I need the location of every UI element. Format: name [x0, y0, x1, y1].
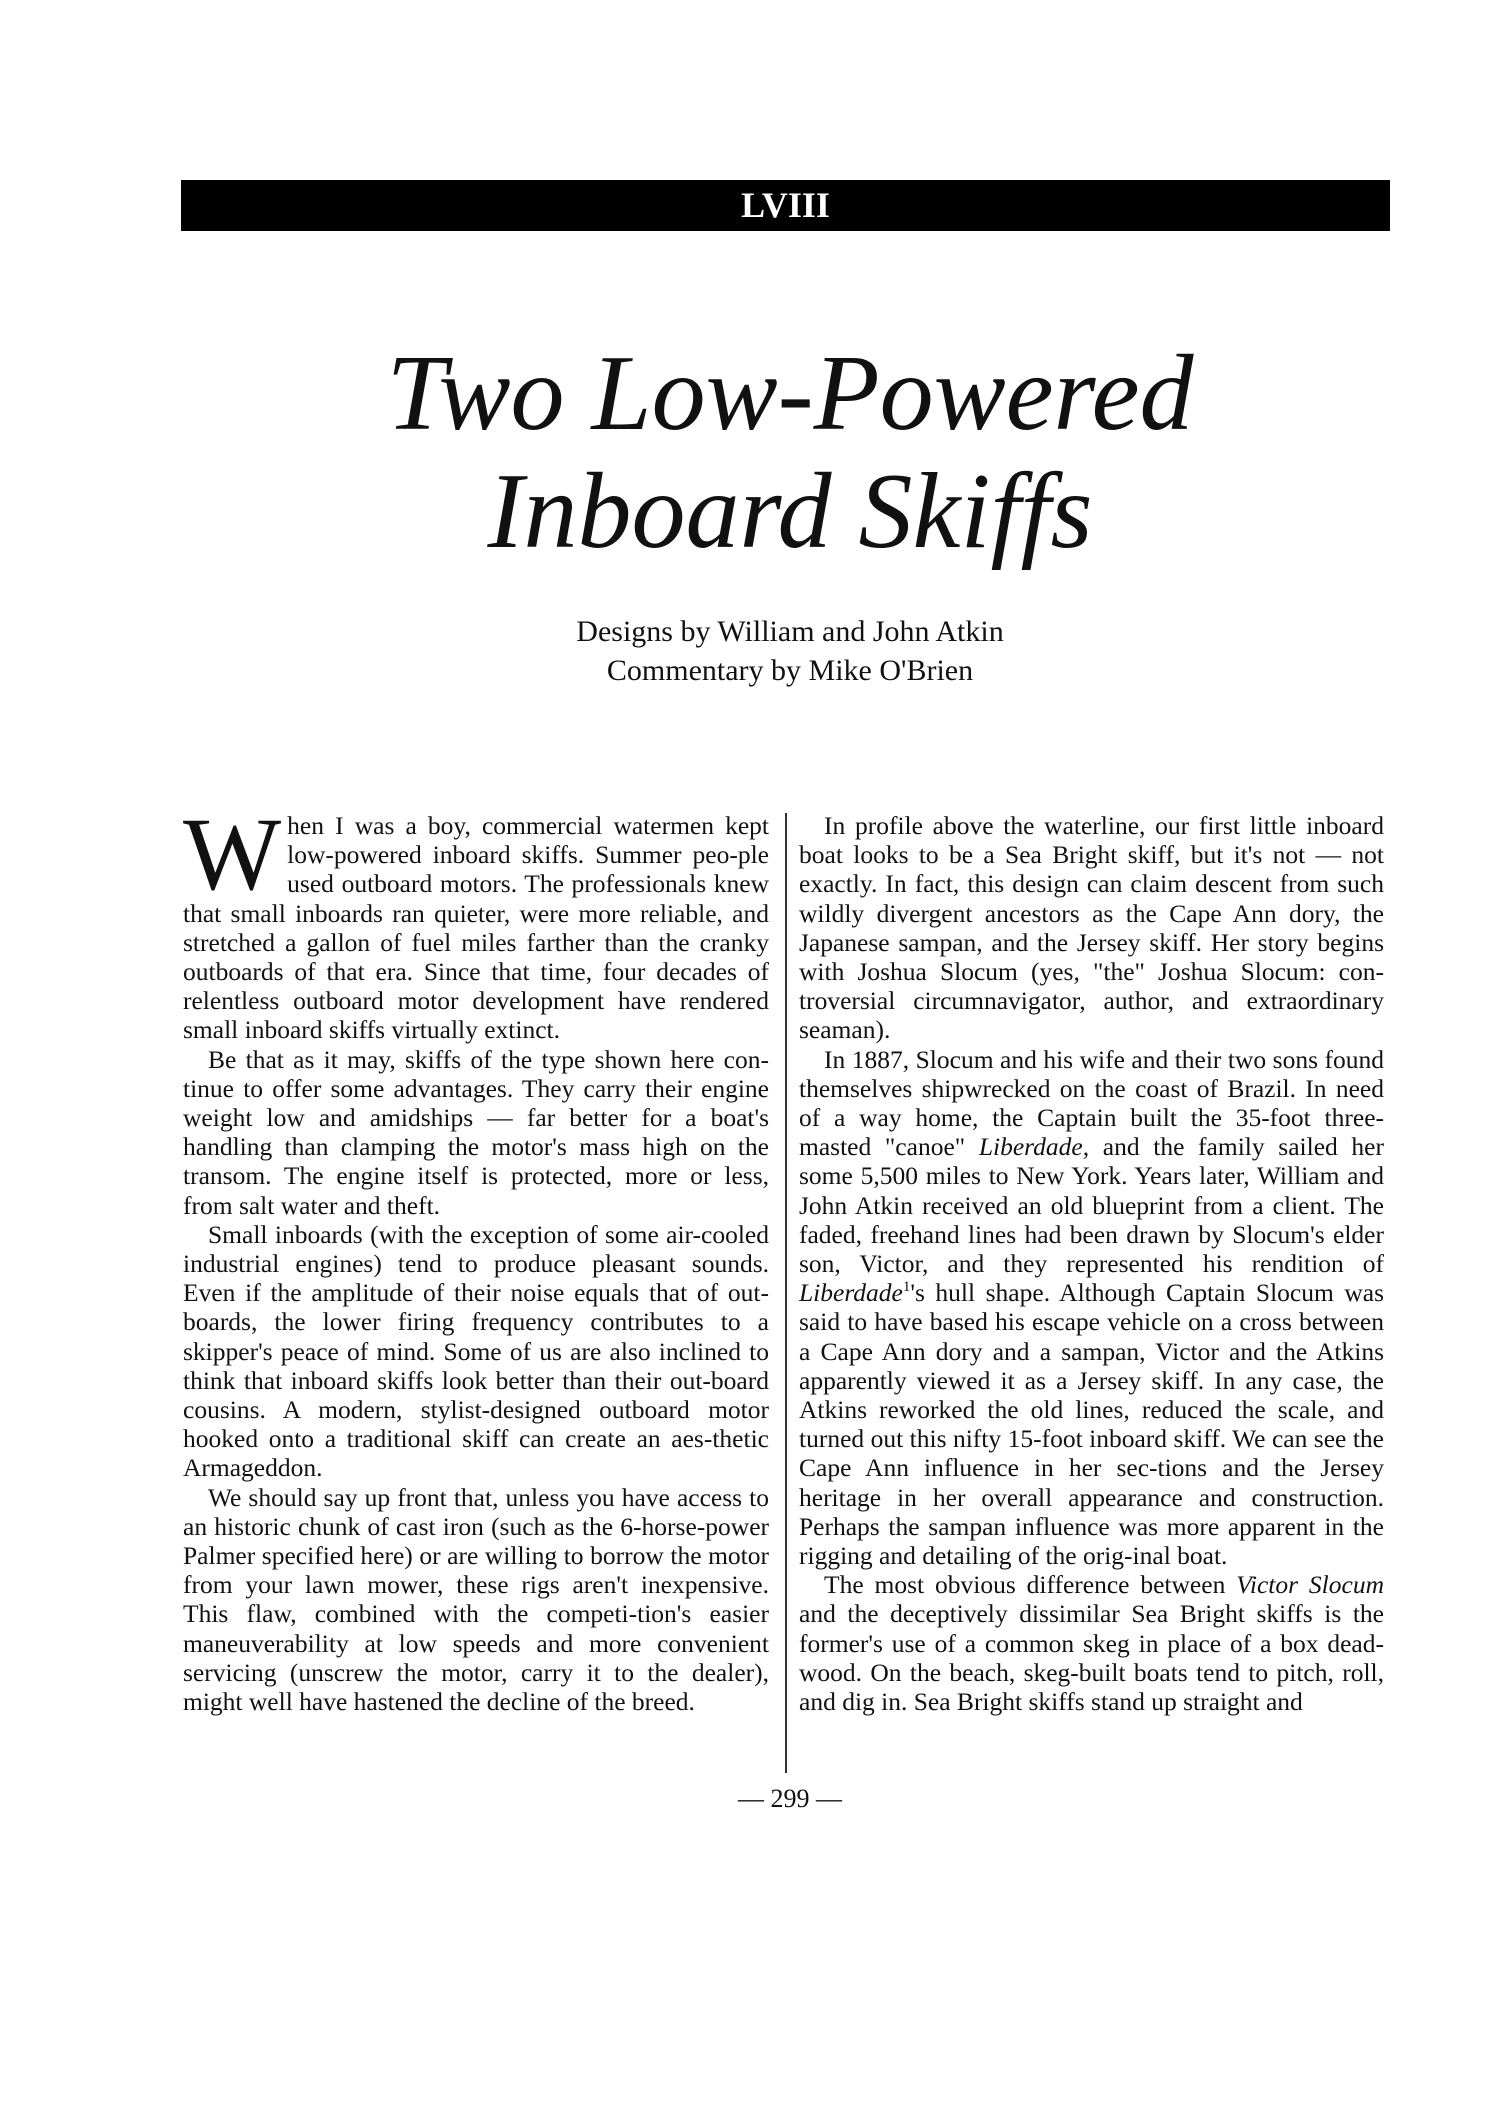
drop-cap: W — [183, 797, 282, 912]
chapter-number-banner: LVIII — [181, 180, 1390, 231]
footnote-marker: 1 — [902, 1279, 911, 1296]
paragraph: Be that as it may, skiffs of the type shown here con-tinue to offer some advantages. They carry their engine weight low and amidships — far better for a boat's handling than clamping the motor's mass high on the transom. The engine itself is protected, more or less, from salt water and theft. — [183, 1044, 769, 1220]
right-column — [799, 811, 1384, 1716]
paragraph: In profile above the waterline, our first little inboard boat looks to be a Sea Bright skiff, but it's not — not exactly. In fact, this design can claim descent from such wildly divergent ancestors as the Cape Ann dory, the Japanese sampan, and the Jersey skiff. Her story begins with Joshua Slocum (yes, "the" Joshua Slocum: con-troversial circumnavigator, author, and extraordinary seaman). — [799, 811, 1384, 1045]
paragraph: We should say up front that, unless you have access to an historic chunk of cast iron (such as the 6-horse-power Palmer specified here) or are willing to borrow the motor from your lawn mower, these rigs aren't inexpensive. This flaw, combined with the competi-tion's easier maneuverability at low speeds and more convenient servicing (unscrew the motor, carry it to the dealer), might well have hastened the decline of the breed. — [183, 1482, 769, 1717]
page-number: — 299 — — [738, 1784, 842, 1813]
text-run: The most obvious difference between — [824, 1570, 1237, 1600]
left-column — [183, 797, 769, 1717]
text-run: and the family sailed her some 5,500 miles to New York. Years later, William and John Atkin received an old blueprint from a client. The faded, freehand lines had been drawn by Slocum's elder son, Victor, and they represented his rendition of — [799, 1132, 1384, 1279]
commentary-credit: Commentary by Mike O'Brien — [606, 654, 974, 687]
text-run: In 1887, Slocum and his wife and their two sons found themselves shipwrecked on the coast of Brazil. In need of a way home, the Captain built the 35-foot three-masted "canoe" — [799, 1044, 1384, 1162]
credits — [0, 612, 1488, 690]
title-line-1: Two Low-Powered — [386, 334, 1194, 453]
designs-credit: Designs by William and John Atkin — [576, 615, 1004, 648]
text-run: and the deceptively dissimilar Sea Bright skiffs is the former's use of a common skeg in place of a box dead-wood. On the beach, skeg-built boats tend to pitch, roll, and dig in. Sea Bright skiffs stand up straight and — [799, 1599, 1384, 1717]
paragraph-text: hen I was a boy, commercial watermen kept low-powered inboard skiffs. Summer peo-ple used outboard motors. The professionals knew that small inboards ran quieter, were more reliable, and stretched a gallon of fuel miles farther than the cranky outboards of that era. Since that time, four decades of relentless outboard motor development have rendered small inboard skiffs virtually extinct. — [183, 811, 769, 1045]
text-run: 's hull shape. Although Captain Slocum was said to have based his escape vehicle on a cross between a Cape Ann dory and a sampan, Victor and the Atkins apparently viewed it as a Jersey skiff. In any case, the Atkins reworked the old lines, reduced the scale, and turned out this nifty 15-foot inboard skiff. We can see the Cape Ann influence in her sec-tions and the Jersey heritage in her overall appearance and construction. Perhaps the sampan influence was more apparent in the rigging and detailing of the orig-inal boat. — [799, 1278, 1384, 1571]
column-divider — [785, 813, 787, 1773]
title-line-2: Inboard Skiffs — [487, 452, 1093, 571]
boat-name: Liberdade — [799, 1278, 903, 1308]
boat-name: Victor Slocum — [1236, 1570, 1384, 1600]
boat-name: Liberdade, — [978, 1132, 1090, 1162]
paragraph — [183, 797, 769, 1045]
chapter-title — [0, 335, 1488, 571]
paragraph: Small inboards (with the exception of some air-cooled industrial engines) tend to produce pleasant sounds. Even if the amplitude of their noise equals that of out-boards, the lower firing frequency contributes to a skipper's peace of mind. Some of us are also inclined to think that inboard skiffs look better than their out-board cousins. A modern, stylist-designed outboard motor hooked onto a traditional skiff can create an aes-thetic Armageddon. — [183, 1219, 769, 1483]
paragraph — [799, 1045, 1384, 1571]
paragraph — [799, 1570, 1384, 1716]
